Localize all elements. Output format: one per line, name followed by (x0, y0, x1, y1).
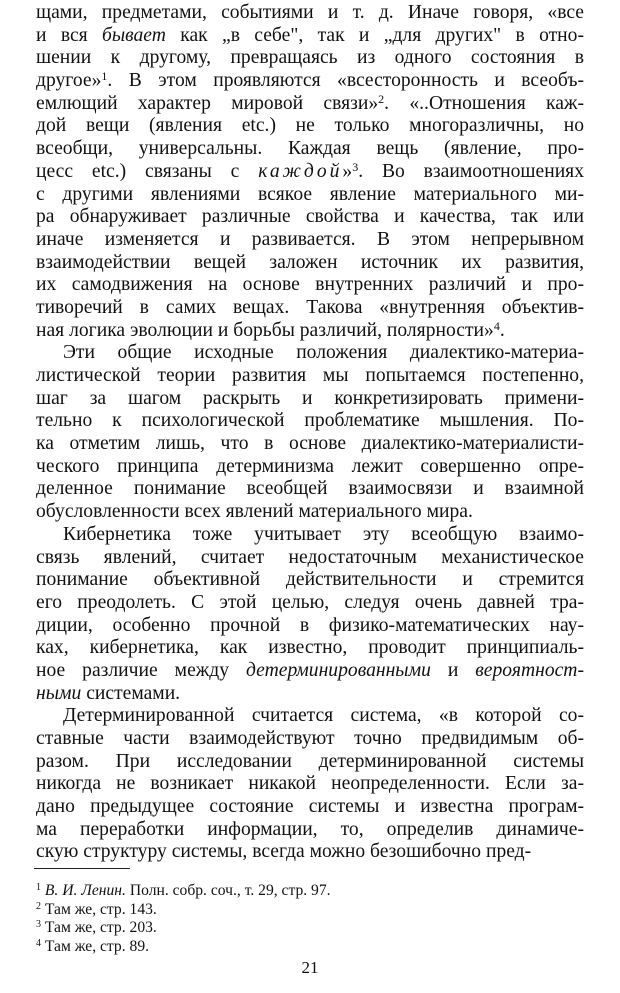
text-line: другое»$^1$. В этом проявляются «всесторонность и всеобъ- (36, 69, 584, 92)
footnotes (36, 882, 584, 956)
text-line: с другими явлениями всякое явление материального ми- (36, 183, 584, 205)
text-line: и вся бывает как „в себе", так и „для других" в отно- (36, 24, 584, 46)
text-line: шении к другому, превращаясь из одного состояния в (36, 47, 584, 69)
footnote-1: $^1$ В. И. Ленин. Полн. собр. соч., т. 29, стр. 97. (36, 882, 331, 899)
text-line: взаимодействии вещей заложен источник их развития, (36, 251, 584, 273)
paragraph-2 (36, 342, 584, 524)
text-line: дано предыдущее состояние системы и известна програм- (36, 796, 584, 818)
footnote-divider (34, 868, 130, 869)
text-line: ка отметим лишь, что в основе диалектико-материалисти- (36, 433, 584, 455)
paragraph-1 (36, 2, 584, 342)
footnote-3: $^3$ Там же, стр. 203. (36, 919, 157, 937)
paragraph-4 (36, 705, 584, 864)
text-line: тиворечий в самих вещах. Такова «внутренняя объектив- (36, 296, 584, 318)
text-line: емлющий характер мировой связи»$^2$. «..Отношения каж- (36, 91, 584, 114)
text-line: листической теории развития мы попытаемся постепенно, (36, 365, 584, 386)
text-line: цесс etc.) связаны с каждой»$^3$. Во взаимоотношениях (36, 159, 584, 182)
text-line: ра обнаруживает различные свойства и качества, так или (36, 206, 584, 228)
text-line: Эти общие исходные положения диалектико-материа- (63, 342, 584, 364)
text-line: всеобщи, универсальны. Каждая вещь (явление, про- (36, 138, 584, 160)
text-line: ная логика эволюции и борьбы различий, полярности»$^4$. (36, 318, 505, 341)
text-line: их самодвижения на основе внутренних различий и про- (36, 274, 584, 296)
text-line: тельно к психологической проблематике мышления. По- (36, 410, 584, 432)
body-text (36, 2, 584, 864)
footnote-4: $^4$ Там же, стр. 89. (36, 937, 150, 955)
text-line: его преодолеть. С этой целью, следуя очень давней тра- (36, 591, 584, 613)
text-line: ках, кибернетика, как известно, проводит принципиаль- (36, 637, 584, 659)
text-line: дой вещи (явления etc.) не только многоразличны, но (36, 115, 584, 137)
text-line: шаг за шагом раскрыть и конкретизировать примени- (36, 387, 584, 409)
text-line: иначе изменяется и развивается. В этом непрерывном (36, 228, 584, 250)
text-line: ставные части взаимодействуют точно предвидимым об- (36, 728, 584, 749)
text-line: разом. При исследовании детерминированной системы (36, 750, 584, 772)
text-line: связь явлений, считает недостаточным механистическое (36, 546, 584, 568)
text-line: ма переработки информации, то, определив динамиче- (36, 818, 584, 840)
text-line: ческого принципа детерминизма лежит совершенно опре- (36, 455, 584, 477)
page-number: 21 (301, 958, 319, 977)
text-line: диции, особенно прочной в физико-математических нау- (36, 614, 584, 636)
paragraph-3 (36, 524, 584, 706)
text-line: понимание объективной действительности и стремится (36, 569, 584, 591)
text-line: обусловленности всех явлений материального мира. (36, 501, 473, 523)
text-line: ными системами. (36, 682, 181, 704)
footnote-2: $^2$ Там же, стр. 143. (36, 900, 157, 918)
text-line: никогда не возникает никакой неопределенности. Если за- (36, 773, 584, 795)
text-line: щами, предметами, событиями и т. д. Иначе говоря, «все (36, 2, 584, 23)
text-line: Детерминированной считается система, «в которой со- (63, 705, 584, 727)
text-line: Кибернетика тоже учитывает эту всеобщую взаимо- (63, 523, 584, 545)
text-line: деленное понимание всеобщей взаимосвязи и взаимной (36, 478, 584, 500)
text-line: ное различие между детерминированными и вероятност- (36, 659, 584, 681)
text-line: скую структуру системы, всегда можно безошибочно пред- (36, 841, 532, 863)
